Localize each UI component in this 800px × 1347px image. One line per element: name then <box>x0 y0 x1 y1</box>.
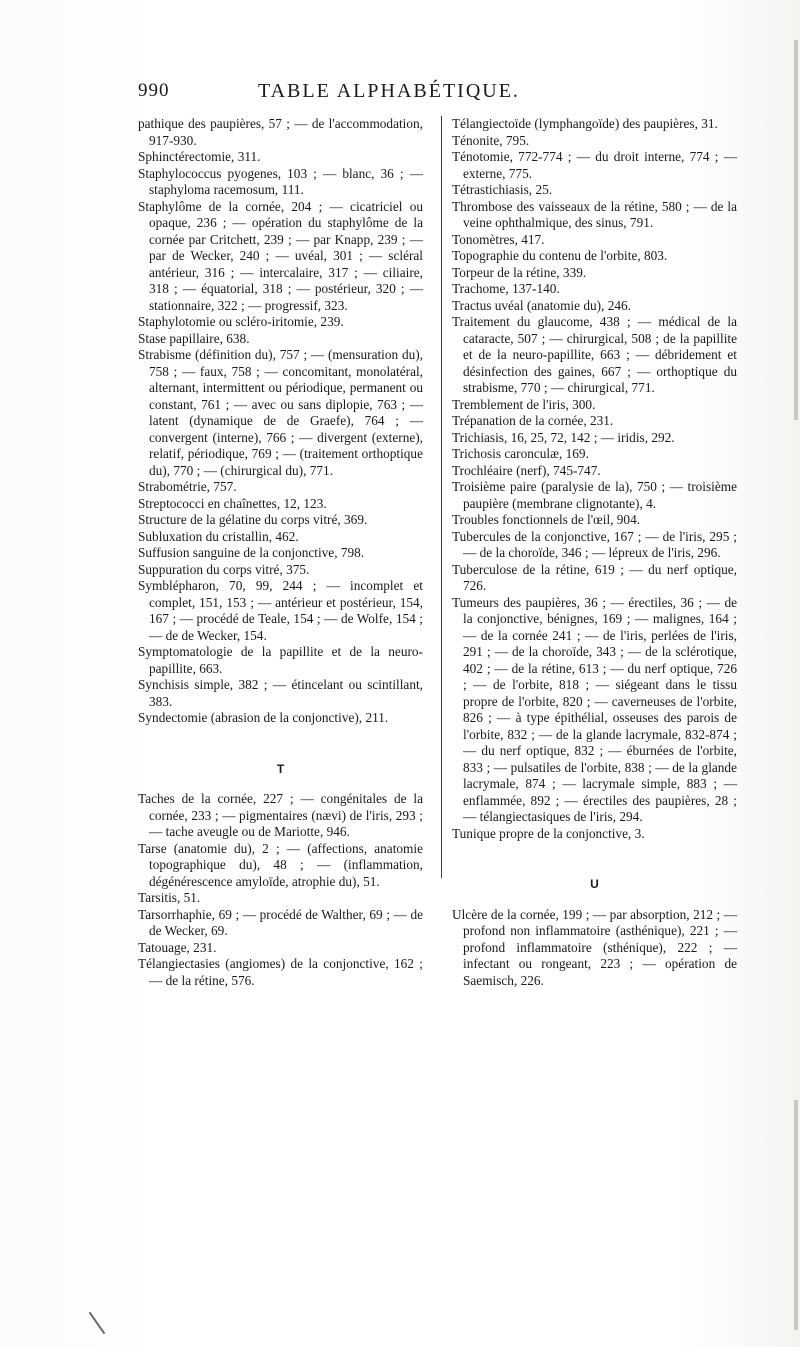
entries-s-list <box>138 116 423 727</box>
index-entry: Trachome, 137-140. <box>452 281 560 296</box>
index-entry: Suppuration du corps vitré, 375. <box>138 561 310 577</box>
column-divider <box>441 116 442 878</box>
left-column <box>138 116 423 989</box>
page-edge-shadow <box>794 40 798 420</box>
section-letter-heading: U <box>590 877 599 891</box>
index-entry: Structure de la gélatine du corps vitré, 369. <box>138 512 368 527</box>
scan-artifact-mark <box>89 1312 106 1334</box>
index-entry: Trochléaire (nerf), 745-747. <box>452 462 601 478</box>
entries-u-list <box>452 907 737 990</box>
index-entry: Tremblement de l'iris, 300. <box>452 396 596 412</box>
index-entry: Tatouage, 231. <box>138 939 217 955</box>
index-entry: Strabisme (définition du), 757 ; — (mensuration du), 758 ; — faux, 758 ; — concomitant, monolatéral, alternant, intermittent ou périodique, permanent ou constant, 761 ; — avec ou sans diplopie, 763 ; — latent (dynamique de de Graefe), 764 ; — convergent (interne), 766 ; — divergent (externe), relatif, périodique, 769 ; — (traitement orthoptique du), 770 ; — (chirurgical du), 771. <box>138 347 423 478</box>
index-entry: Thrombose des vaisseaux de la rétine, 580 ; — de la veine ophthalmique, des sinus, 791. <box>452 198 737 230</box>
index-entry: Topographie du contenu de l'orbite, 803. <box>452 248 668 263</box>
index-entry: Traitement du glaucome, 438 ; — médical de la cataracte, 507 ; — chirurgical, 508 ; de la papillite et de la neuro-papillite, 663 ; — débridement et désinfection des gaines, 667 ; — orthoptique du strabisme, 770 ; — chirurgical, 771. <box>452 314 737 395</box>
index-entry: Tétrastichiasis, 25. <box>452 182 553 197</box>
index-entry: Ulcère de la cornée, 199 ; — par absorption, 212 ; — profond non inflammatoire (asthénique), 221 ; — profond inflammatoire (sthénique), 222 ; — infectant ou rongeant, 223 ; — opération de Saemisch, 226. <box>452 906 737 988</box>
running-title: TABLE ALPHABÉTIQUE. <box>258 80 520 102</box>
index-entry: Staphylôme de la cornée, 204 ; — cicatriciel ou opaque, 236 ; — opération du staphylôme de la cornée par Critchett, 239 ; — par Knapp, 239 ; — par de Wecker, 240 ; — uvéal, 301 ; — scléral antérieur, 316 ; — intercalaire, 317 ; — ciliaire, 318 ; — équatorial, 318 ; — postérieur, 320 ; — stationnaire, 322 ; — progressif, 323. <box>138 198 423 313</box>
index-entry: Symptomatologie de la papillite et de la neuro-papillite, 663. <box>138 644 423 676</box>
index-entry: Torpeur de la rétine, 339. <box>452 264 587 280</box>
index-entry: Trichosis caronculæ, 169. <box>452 446 589 461</box>
index-entry: Tarsorrhaphie, 69 ; — procédé de Walther, 69 ; — de de Wecker, 69. <box>138 906 423 938</box>
page-number: 990 <box>138 80 170 101</box>
index-entry: Troisième paire (paralysie de la), 750 ; — troisième paupière (membrane clignotante), 4. <box>452 479 737 511</box>
index-entry: Symblépharon, 70, 99, 244 ; — incomplet et complet, 151, 153 ; — antérieur et postérieur, 154, 167 ; — procédé de Teale, 154 ; — de Wolfe, 154 ; — de de Wecker, 154. <box>138 578 423 643</box>
index-entry: Télangiectoïde (lymphangoïde) des paupières, 31. <box>452 116 718 131</box>
index-entry: Taches de la cornée, 227 ; — congénitales de la cornée, 233 ; — pigmentaires (nævi) de l'iris, 293 ; — tache aveugle ou de Mariotte, 946. <box>138 791 423 839</box>
index-entry: Staphylococcus pyogenes, 103 ; — blanc, 36 ; — staphyloma racemosum, 111. <box>138 165 423 197</box>
index-entry: Tubercules de la conjonctive, 167 ; — de l'iris, 295 ; — de la choroïde, 346 ; — lépreux de l'iris, 296. <box>452 528 737 560</box>
index-entry: Tumeurs des paupières, 36 ; — érectiles, 36 ; — de la conjonctive, bénignes, 169 ; — malignes, 164 ; — de la cornée 241 ; — de l'iris, perlées de l'iris, 291 ; — de la choroïde, 343 ; — de la sclérotique, 402 ; — de la rétine, 613 ; — du nerf optique, 726 ; — de l'orbite, 818 ; — siégeant dans le tissu propre de l'orbite, 820 ; — caverneuses de l'orbite, 826 ; — à type épithélial, osseuses des parois de l'orbite, 832 ; — de la glande lacrymale, 832-874 ; — du nerf optique, 832 ; — éburnées de l'orbite, 833 ; — pulsatiles de l'orbite, 838 ; — de la glande lacrymale, 874 ; — lacrymale simple, 883 ; — enflammée, 892 ; — érectiles des paupières, 28 ; — télangiectasiques de l'iris, 294. <box>452 594 737 824</box>
index-entry: Ténotomie, 772-774 ; — du droit interne, 774 ; — externe, 775. <box>452 149 737 181</box>
index-entry: pathique des paupières, 57 ; — de l'accommodation, 917-930. <box>138 116 423 148</box>
page-header <box>0 80 800 110</box>
index-entry: Sphinctérectomie, 311. <box>138 149 261 164</box>
index-entry: Tuberculose de la rétine, 619 ; — du nerf optique, 726. <box>452 561 737 593</box>
index-entry: Stase papillaire, 638. <box>138 330 250 346</box>
index-entry: Subluxation du cristallin, 462. <box>138 528 299 544</box>
index-entry: Streptococci en chaînettes, 12, 123. <box>138 495 327 511</box>
index-entry: Syndectomie (abrasion de la conjonctive), 211. <box>138 710 389 725</box>
entries-t-list <box>138 791 423 989</box>
right-column <box>452 116 737 989</box>
index-entry: Tarse (anatomie du), 2 ; — (affections, anatomie topographique du), 48 ; — (inflammation, dégénérescence amyloïde, atrophie du), 51. <box>138 840 423 889</box>
index-entry: Strabométrie, 757. <box>138 479 237 494</box>
entries-t-continued-list <box>452 116 737 842</box>
section-letter-heading: T <box>276 761 285 776</box>
index-entry: Ténonite, 795. <box>452 132 530 148</box>
index-entry: Synchisis simple, 382 ; — étincelant ou scintillant, 383. <box>138 677 423 709</box>
index-entry: Trichiasis, 16, 25, 72, 142 ; — iridis, 292. <box>452 429 675 445</box>
index-entry: Tonomètres, 417. <box>452 231 545 247</box>
index-entry: Suffusion sanguine de la conjonctive, 798. <box>138 545 365 560</box>
index-entry: Tunique propre de la conjonctive, 3. <box>452 825 645 841</box>
index-entry: Staphylotomie ou scléro-iritomie, 239. <box>138 314 344 329</box>
index-entry: Troubles fonctionnels de l'œil, 904. <box>452 512 641 527</box>
index-entry: Télangiectasies (angiomes) de la conjonctive, 162 ; — de la rétine, 576. <box>138 956 423 988</box>
index-entry: Trépanation de la cornée, 231. <box>452 413 614 428</box>
index-entry: Tractus uvéal (anatomie du), 246. <box>452 297 631 313</box>
index-entry: Tarsitis, 51. <box>138 890 201 905</box>
page-edge-shadow <box>794 1100 798 1330</box>
